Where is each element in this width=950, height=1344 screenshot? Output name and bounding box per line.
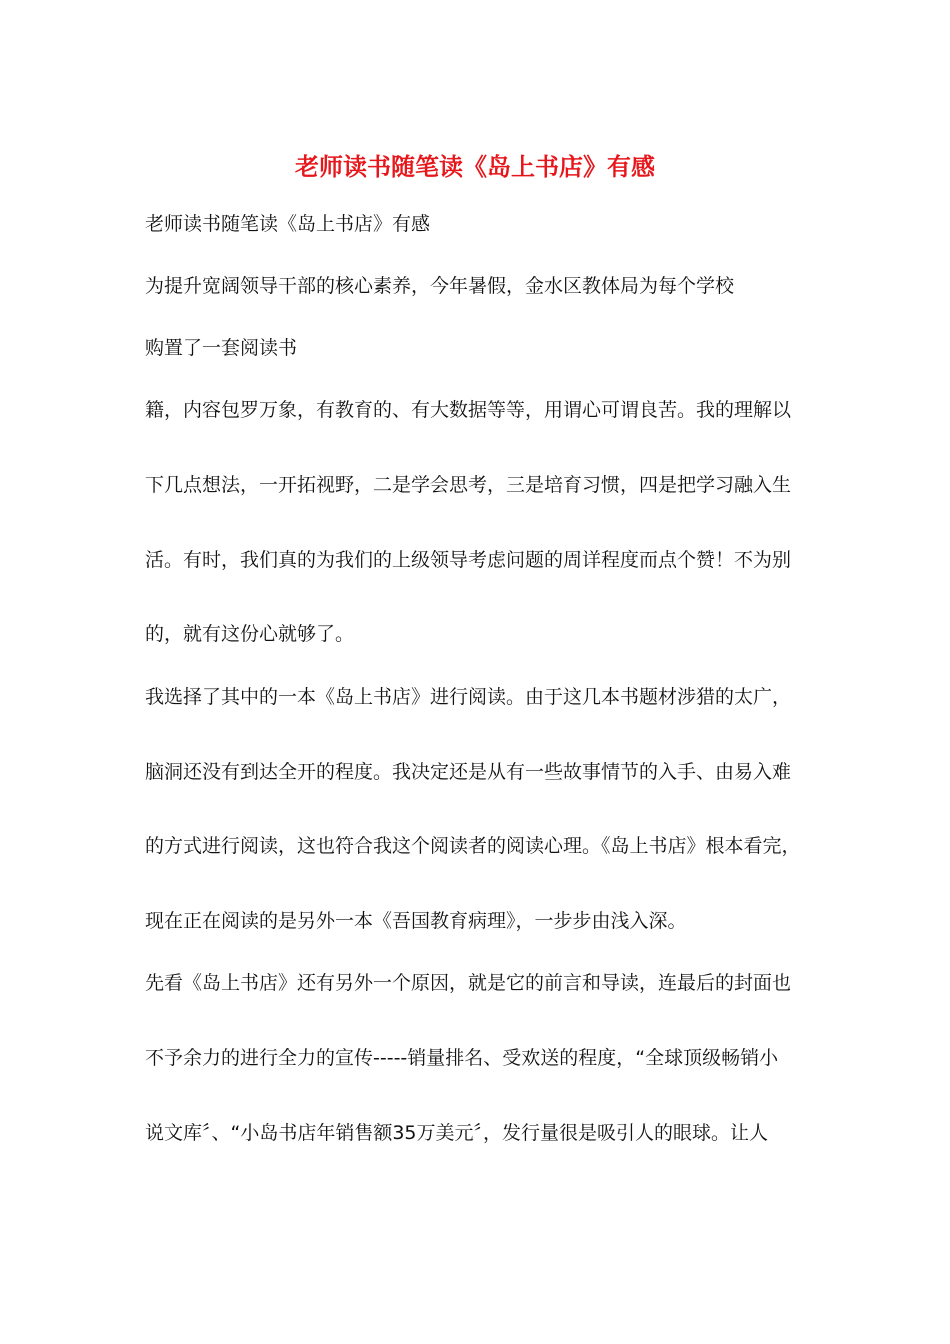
paragraph-line-2: 为提升宽阔领导干部的核心素养，今年暑假，金水区教体局为每个学校 bbox=[145, 275, 735, 297]
paragraph-line-13: 不予余力的进行全力的宣传-----销量排名、受欢送的程度，“全球顶级畅销小 bbox=[145, 1047, 779, 1069]
paragraph-line-4: 籍，内容包罗万象，有教育的、有大数据等等，用谓心可谓良苦。我的理解以 bbox=[145, 399, 792, 421]
paragraph-line-9: 脑洞还没有到达全开的程度。我决定还是从有一些故事情节的入手、由易入难 bbox=[145, 761, 792, 783]
paragraph-line-7: 的，就有这份心就够了。 bbox=[145, 623, 355, 645]
paragraph-line-11: 现在正在阅读的是另外一本《吾国教育病理》，一步步由浅入深。 bbox=[145, 910, 687, 932]
paragraph-line-8: 我选择了其中的一本《岛上书店》进行阅读。由于这几本书题材涉猎的太广， bbox=[145, 686, 792, 708]
paragraph-line-5: 下几点想法，一开拓视野，二是学会思考，三是培育习惯，四是把学习融入生 bbox=[145, 474, 792, 496]
paragraph-line-3: 购置了一套阅读书 bbox=[145, 337, 298, 359]
paragraph-line-1: 老师读书随笔读《岛上书店》有感 bbox=[145, 213, 431, 235]
paragraph-line-6: 活。有时，我们真的为我们的上级领导考虑问题的周详程度而点个赞！不为别 bbox=[145, 549, 792, 571]
document-title: 老师读书随笔读《岛上书店》有感 bbox=[295, 152, 655, 181]
paragraph-line-10: 的方式进行阅读，这也符合我这个阅读者的阅读心理。《岛上书店》根本看完， bbox=[145, 835, 801, 857]
paragraph-line-14: 说文库〞、“小岛书店年销售额35万美元〞，发行量很是吸引人的眼球。让人 bbox=[145, 1122, 769, 1144]
paragraph-line-12: 先看《岛上书店》还有另外一个原因，就是它的前言和导读，连最后的封面也 bbox=[145, 972, 792, 994]
